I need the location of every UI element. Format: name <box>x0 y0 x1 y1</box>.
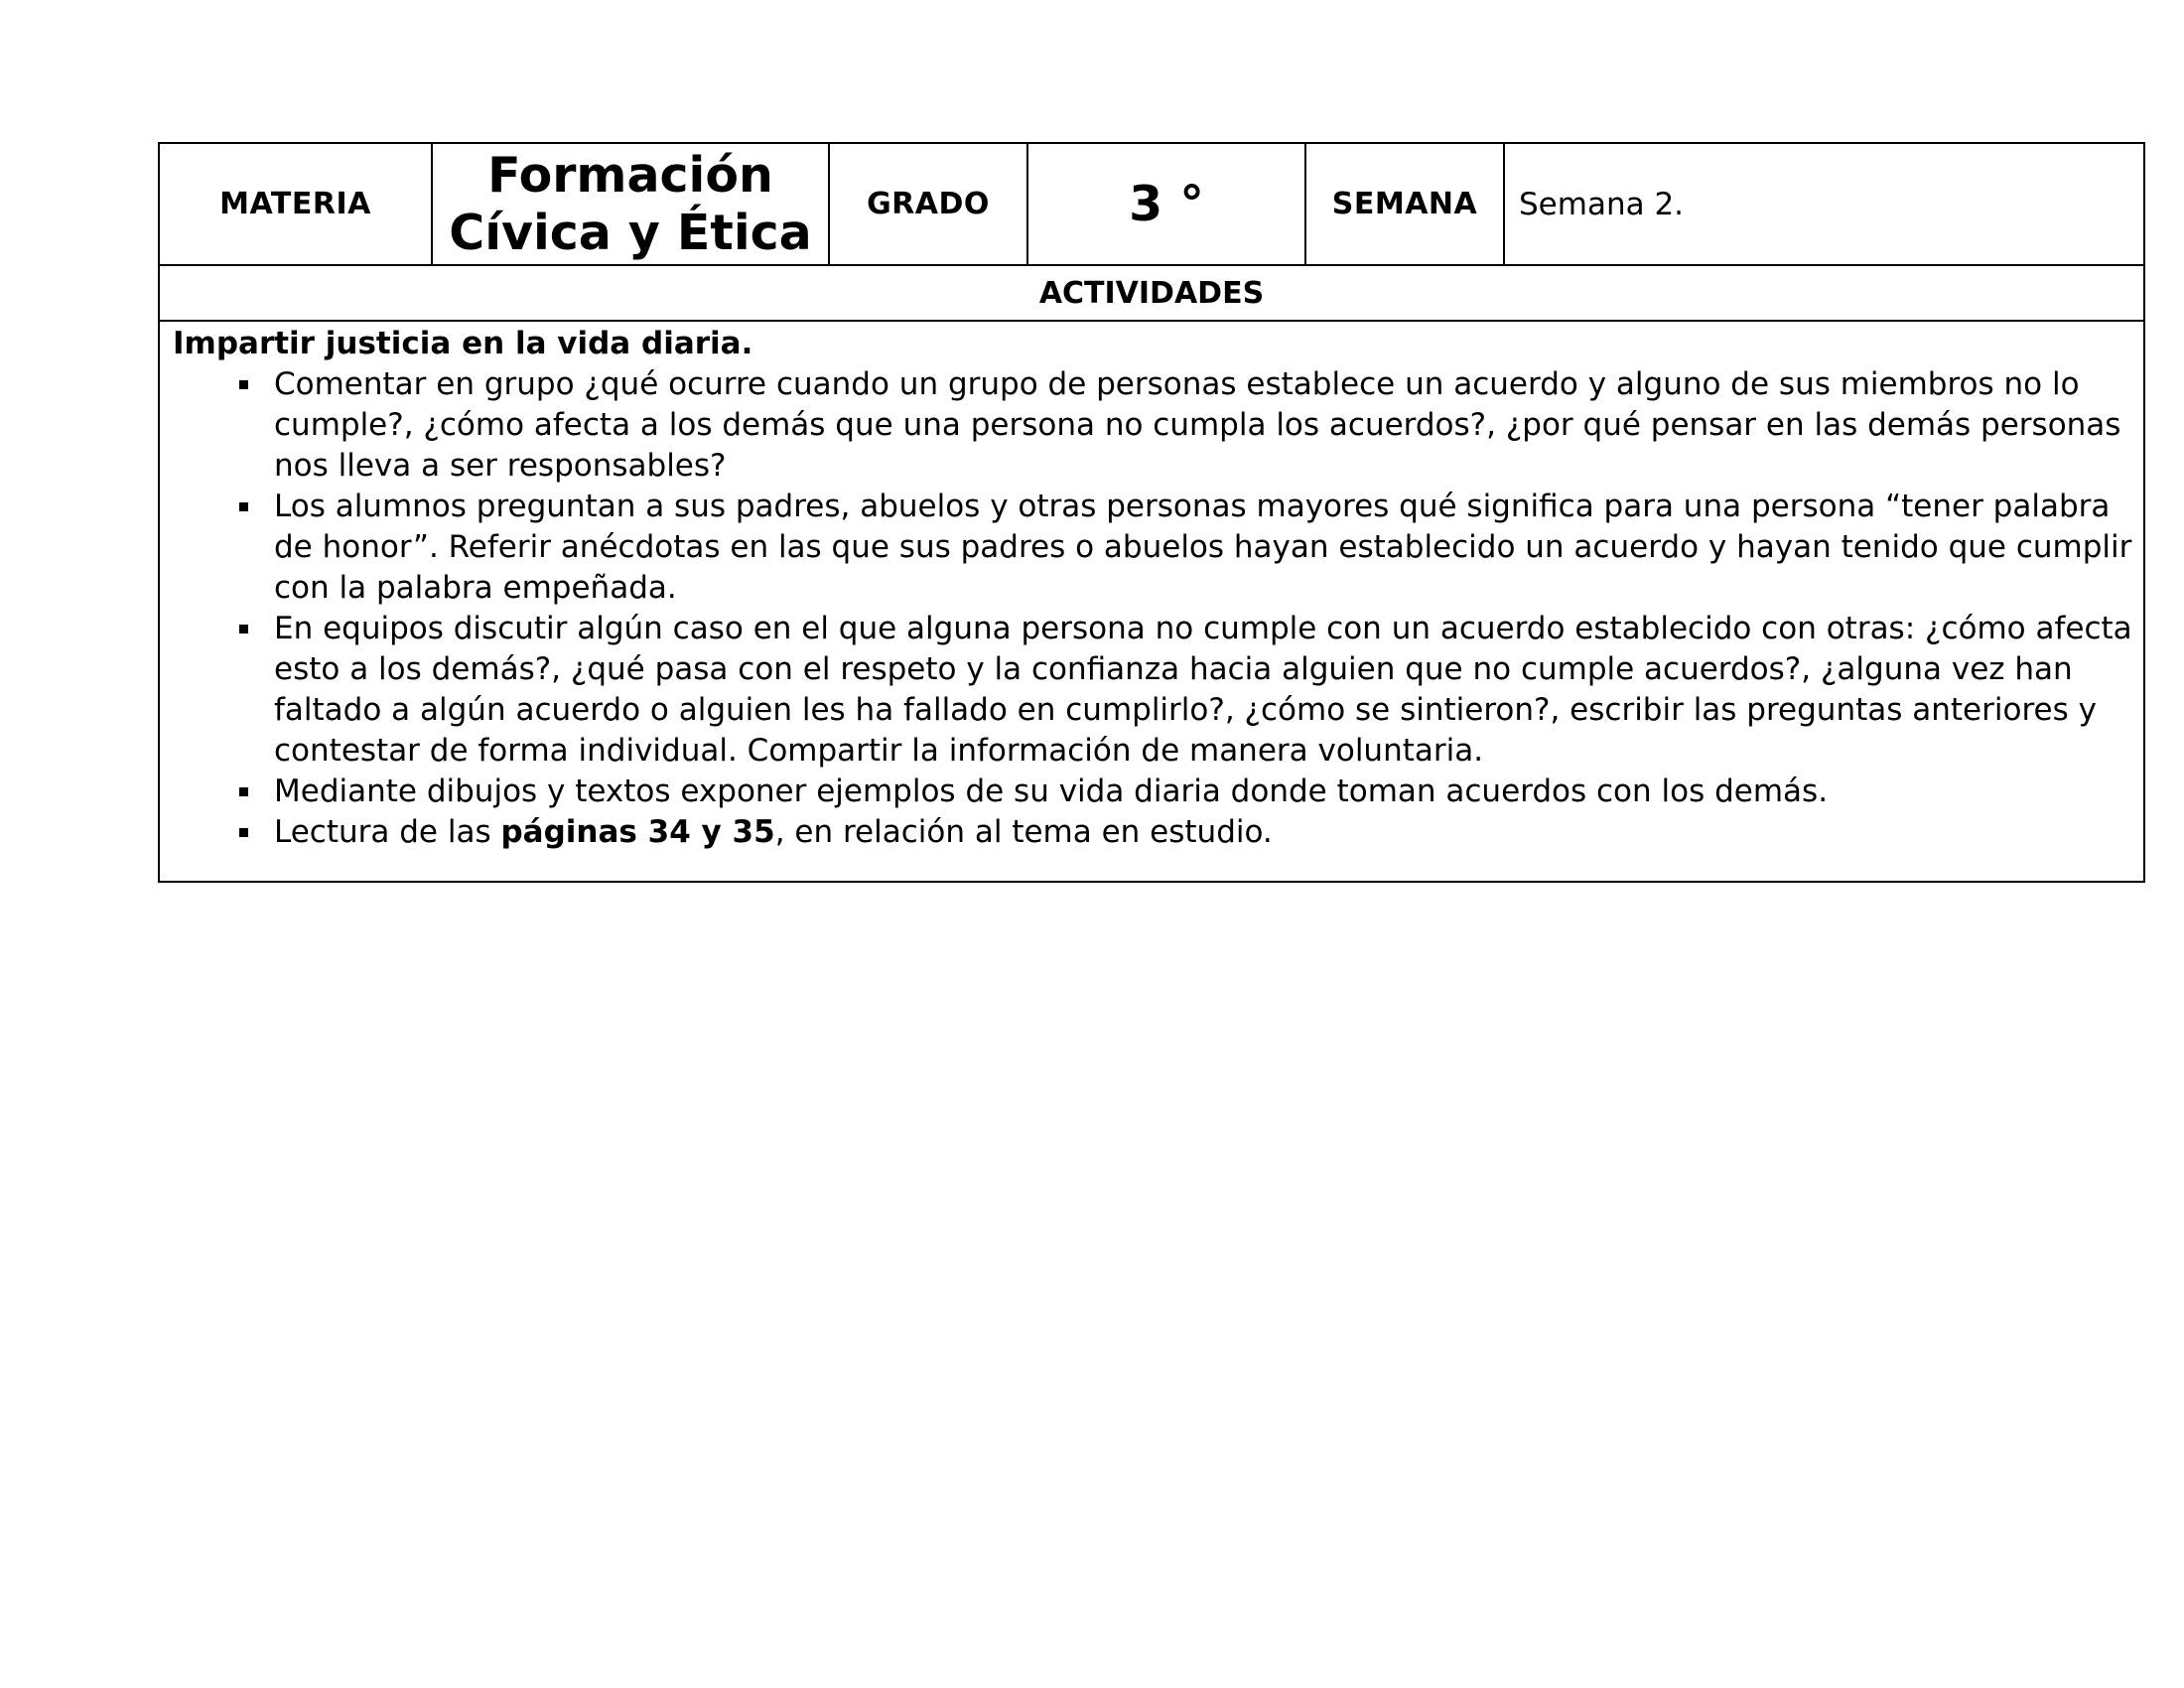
subject-label: MATERIA <box>219 187 371 221</box>
activity-text-prefix: Lectura de las <box>274 814 501 850</box>
activity-text: En equipos discutir algún caso en el que alguna persona no cumple con un acuerdo establecido con otras: ¿cómo afecta esto a los demás?, ¿qué pasa con el respeto y la confianza hacia alguien que no cumple acuerdos?, ¿alguna vez han faltado a algún acuerdo o alguien les ha fallado en cumplirlo?, ¿cómo se sintieron?, escribir las preguntas anteriores y contestar de forma individual. Compartir la información de manera voluntaria. <box>274 611 2132 769</box>
week-value: Semana 2. <box>1519 186 1685 222</box>
subject-line-2: Cívica y Ética <box>449 204 812 261</box>
activity-text: Comentar en grupo ¿qué ocurre cuando un grupo de personas establece un acuerdo y alguno de sus miembros no lo cumple?, ¿cómo afecta a los demás que una persona no cumpla los acuerdos?, ¿por qué pensar en las demás personas nos lleva a ser responsables? <box>274 366 2121 484</box>
grade-label: GRADO <box>867 187 990 221</box>
square-bullet-icon <box>239 380 248 389</box>
activities-title: ACTIVIDADES <box>1038 275 1265 311</box>
page-reference: páginas 34 y 35 <box>500 814 775 850</box>
lesson-plan-table <box>158 142 2145 883</box>
week-label: SEMANA <box>1331 187 1478 221</box>
list-item <box>173 487 2133 609</box>
grade-label-cell <box>830 144 1028 264</box>
activity-list <box>173 364 2133 853</box>
list-item <box>173 772 2133 812</box>
activity-text: Mediante dibujos y textos exponer ejemplos de su vida diaria donde toman acuerdos con los demás. <box>274 774 1829 809</box>
subject-label-cell <box>160 144 433 264</box>
list-item <box>173 364 2133 487</box>
list-item <box>173 812 2133 853</box>
header-row <box>160 144 2143 266</box>
subject-value-cell <box>433 144 830 264</box>
square-bullet-icon <box>239 787 248 796</box>
grade-value: 3 ° <box>1129 176 1204 232</box>
activity-text: Los alumnos preguntan a sus padres, abuelos y otras personas mayores qué significa para una persona “tener palabra de honor”. Referir anécdotas en las que sus padres o abuelos hayan establecido un acuerdo y hayan tenido que cumplir con la palabra empeñada. <box>274 489 2132 606</box>
week-value-cell <box>1505 144 2143 264</box>
square-bullet-icon <box>239 828 248 837</box>
list-item <box>173 609 2133 772</box>
grade-value-cell <box>1028 144 1306 264</box>
subject-line-1: Formación <box>487 146 773 204</box>
subject-value <box>449 147 811 262</box>
activities-header-row <box>160 266 2143 322</box>
week-label-cell <box>1306 144 1505 264</box>
topic-title: Impartir justicia en la vida diaria. <box>173 326 753 361</box>
square-bullet-icon <box>239 502 248 511</box>
activities-content <box>160 322 2143 881</box>
square-bullet-icon <box>239 625 248 633</box>
activity-text-suffix: , en relación al tema en estudio. <box>774 814 1273 850</box>
